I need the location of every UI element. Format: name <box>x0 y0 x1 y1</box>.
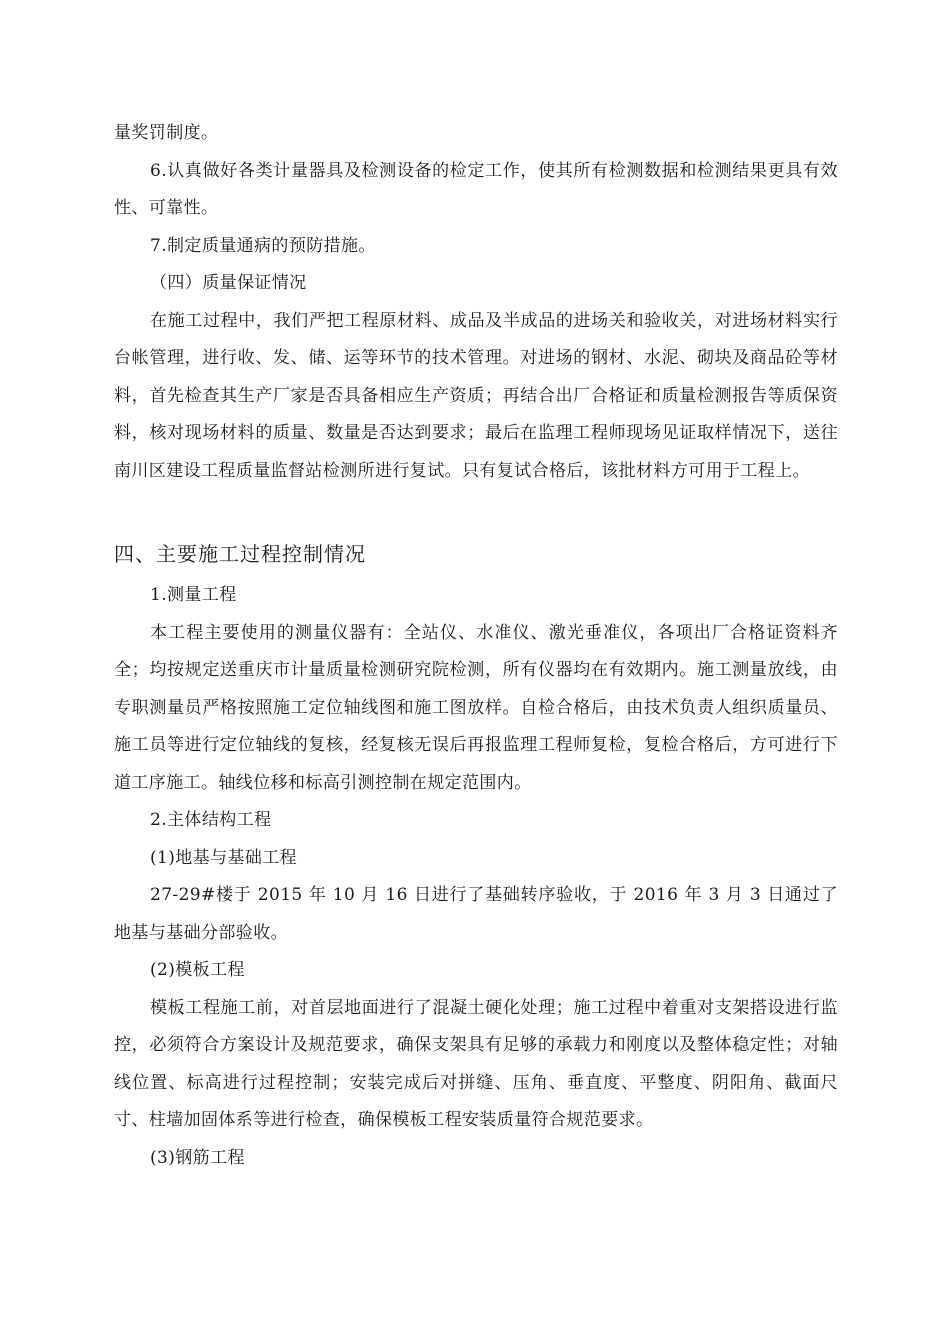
paragraph-formwork: 模板工程施工前，对首层地面进行了混凝土硬化处理；施工过程中着重对支架搭设进行监控，必须符合方案设计及规范要求，确保支架具有足够的承载力和刚度以及整体稳定性；对轴线位置、标高进行过程控制；安装完成后对拼缝、压角、垂直度、平整度、阴阳角、截面尺寸、柱墙加固体系等进行检查，确保模板工程安装质量符合规范要求。 <box>114 997 838 1130</box>
subheading-quality-assurance: （四）质量保证情况 <box>150 273 307 293</box>
paragraph-item-6: 6.认真做好各类计量器具及检测设备的检定工作，使其所有检测数据和检测结果更具有效性、可靠性。 <box>114 160 838 218</box>
subheading-survey: 1.测量工程 <box>150 585 237 605</box>
paragraph-item-7: 7.制定质量通病的预防措施。 <box>150 235 376 256</box>
paragraph-continuation: 量奖罚制度。 <box>114 123 219 143</box>
paragraph-survey: 本工程主要使用的测量仪器有：全站仪、水准仪、激光垂准仪，各项出厂合格证资料齐全；均按规定送重庆市计量质量检测研究院检测，所有仪器均在有效期内。施工测量放线，由专职测量员严格按照施工定位轴线图和施工图放样。自检合格后，由技术负责人组织质量员、施工员等进行定位轴线的复核，经复核无误后再报监理工程师复检，复检合格后，方可进行下道工序施工。轴线位移和标高引测控制在规定范围内。 <box>114 622 838 793</box>
paragraph-quality-assurance: 在施工过程中，我们严把工程原材料、成品及半成品的进场关和验收关，对进场材料实行台帐管理，进行收、发、储、运等环节的技术管理。对进场的钢材、水泥、砌块及商品砼等材料，首先检查其生产厂家是否具备相应生产资质；再结合出厂合格证和质量检测报告等质保资料，核对现场材料的质量、数量是否达到要求；最后在监理工程师现场见证取样情况下，送往南川区建设工程质量监督站检测所进行复试。只有复试合格后，该批材料方可用于工程上。 <box>114 310 838 481</box>
subheading-rebar: (3)钢筋工程 <box>150 1147 245 1168</box>
subheading-main-structure: 2.主体结构工程 <box>150 810 272 830</box>
document-body <box>114 115 838 1177</box>
paragraph-foundation: 27-29#楼于 2015 年 10 月 16 日进行了基础转序验收，于 2016 年 3 月 3 日通过了地基与基础分部验收。 <box>114 885 838 943</box>
subheading-formwork: (2)模板工程 <box>150 960 245 980</box>
subheading-foundation: (1)地基与基础工程 <box>150 847 298 868</box>
section-heading: 四、主要施工过程控制情况 <box>114 542 366 566</box>
